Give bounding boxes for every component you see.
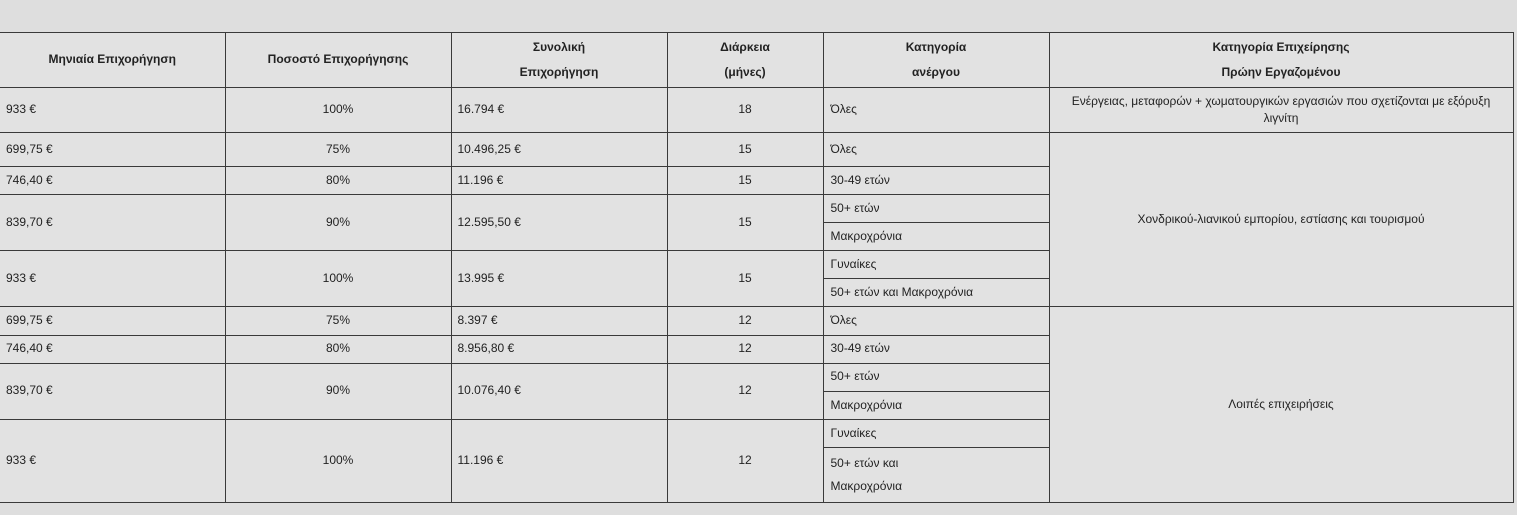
- percent-cell: 100%: [225, 251, 451, 307]
- category-text: 30-49 ετών: [830, 173, 890, 187]
- category-text: 50+ ετών: [830, 201, 880, 216]
- header-percent: Ποσοστό Επιχορήγησης: [225, 33, 451, 88]
- category-text: Όλες: [830, 141, 857, 156]
- category-cell: [823, 363, 1049, 391]
- percent-cell: 100%: [225, 419, 451, 502]
- total-cell: 12.595,50 €: [451, 195, 667, 251]
- duration-cell: 18: [667, 88, 823, 133]
- header-business: Κατηγορία Επιχείρησης Πρώην Εργαζομένου: [1049, 33, 1513, 88]
- percent-cell: 75%: [225, 307, 451, 335]
- table-body: [0, 88, 1513, 503]
- category-cell: [823, 391, 1049, 419]
- category-cell: [823, 419, 1049, 447]
- duration-cell: 12: [667, 363, 823, 419]
- monthly-cell: 746,40 €: [0, 335, 225, 363]
- category-text: 50+ ετών: [830, 369, 880, 384]
- table-row: [0, 88, 1513, 133]
- monthly-cell: 839,70 €: [0, 363, 225, 419]
- duration-cell: 12: [667, 335, 823, 363]
- category-text: Όλες: [830, 102, 857, 117]
- total-cell: 13.995 €: [451, 251, 667, 307]
- category-text: Μακροχρόνια: [830, 478, 903, 493]
- duration-cell: 15: [667, 167, 823, 195]
- total-cell: 8.397 €: [451, 307, 667, 335]
- monthly-cell: 933 €: [0, 419, 225, 502]
- business-cell: Χονδρικού-λιανικού εμπορίου, εστίασης και τουρισμού: [1049, 133, 1513, 307]
- category-text: Όλες: [830, 313, 857, 328]
- category-text: Γυναίκες: [830, 257, 877, 272]
- percent-cell: 75%: [225, 133, 451, 167]
- table-row: [0, 307, 1513, 335]
- percent-cell: 90%: [225, 195, 451, 251]
- total-cell: 10.496,25 €: [451, 133, 667, 167]
- category-cell: [823, 251, 1049, 279]
- category-cell: [823, 447, 1049, 502]
- category-text: Μακροχρόνια: [830, 229, 903, 244]
- monthly-cell: 839,70 €: [0, 195, 225, 251]
- duration-cell: 12: [667, 307, 823, 335]
- percent-cell: 100%: [225, 88, 451, 133]
- monthly-cell: 933 €: [0, 251, 225, 307]
- table-row: [0, 133, 1513, 167]
- category-text: Γυναίκες: [830, 425, 877, 440]
- category-text: 30-49 ετών: [830, 341, 890, 356]
- total-cell: 11.196 €: [451, 167, 667, 195]
- percent-cell: 90%: [225, 363, 451, 419]
- header-total: Συνολική Επιχορήγηση: [451, 33, 667, 88]
- category-cell: [823, 335, 1049, 363]
- category-cell: [823, 223, 1049, 251]
- category-cell: [823, 195, 1049, 223]
- duration-cell: 15: [667, 133, 823, 167]
- monthly-cell: 699,75 €: [0, 307, 225, 335]
- header-duration: Διάρκεια (μήνες): [667, 33, 823, 88]
- duration-cell: 15: [667, 195, 823, 251]
- category-cell: [823, 167, 1049, 195]
- percent-cell: 80%: [225, 335, 451, 363]
- category-cell: [823, 279, 1049, 307]
- header-category: Κατηγορία ανέργου: [823, 33, 1049, 88]
- category-text: Μακροχρόνια: [830, 397, 903, 412]
- total-cell: 8.956,80 €: [451, 335, 667, 363]
- duration-cell: 12: [667, 419, 823, 502]
- category-cell: [823, 307, 1049, 335]
- header-row: [0, 33, 1513, 88]
- subsidy-table: [0, 32, 1514, 503]
- business-cell: Ενέργειας, μεταφορών + χωματουργικών εργασιών που σχετίζονται με εξόρυξη λιγνίτη: [1049, 88, 1513, 133]
- category-text: 50+ ετών και: [830, 455, 899, 470]
- monthly-cell: 746,40 €: [0, 167, 225, 195]
- category-cell: [823, 88, 1049, 133]
- monthly-cell: 933 €: [0, 88, 225, 133]
- duration-cell: 15: [667, 251, 823, 307]
- category-cell: [823, 133, 1049, 167]
- total-cell: 11.196 €: [451, 419, 667, 502]
- total-cell: 16.794 €: [451, 88, 667, 133]
- header-monthly: Μηνιαία Επιχορήγηση: [0, 33, 225, 88]
- business-cell: Λοιπές επιχειρήσεις: [1049, 307, 1513, 503]
- category-text: 50+ ετών και Μακροχρόνια: [830, 285, 974, 300]
- monthly-cell: 699,75 €: [0, 133, 225, 167]
- percent-cell: 80%: [225, 167, 451, 195]
- total-cell: 10.076,40 €: [451, 363, 667, 419]
